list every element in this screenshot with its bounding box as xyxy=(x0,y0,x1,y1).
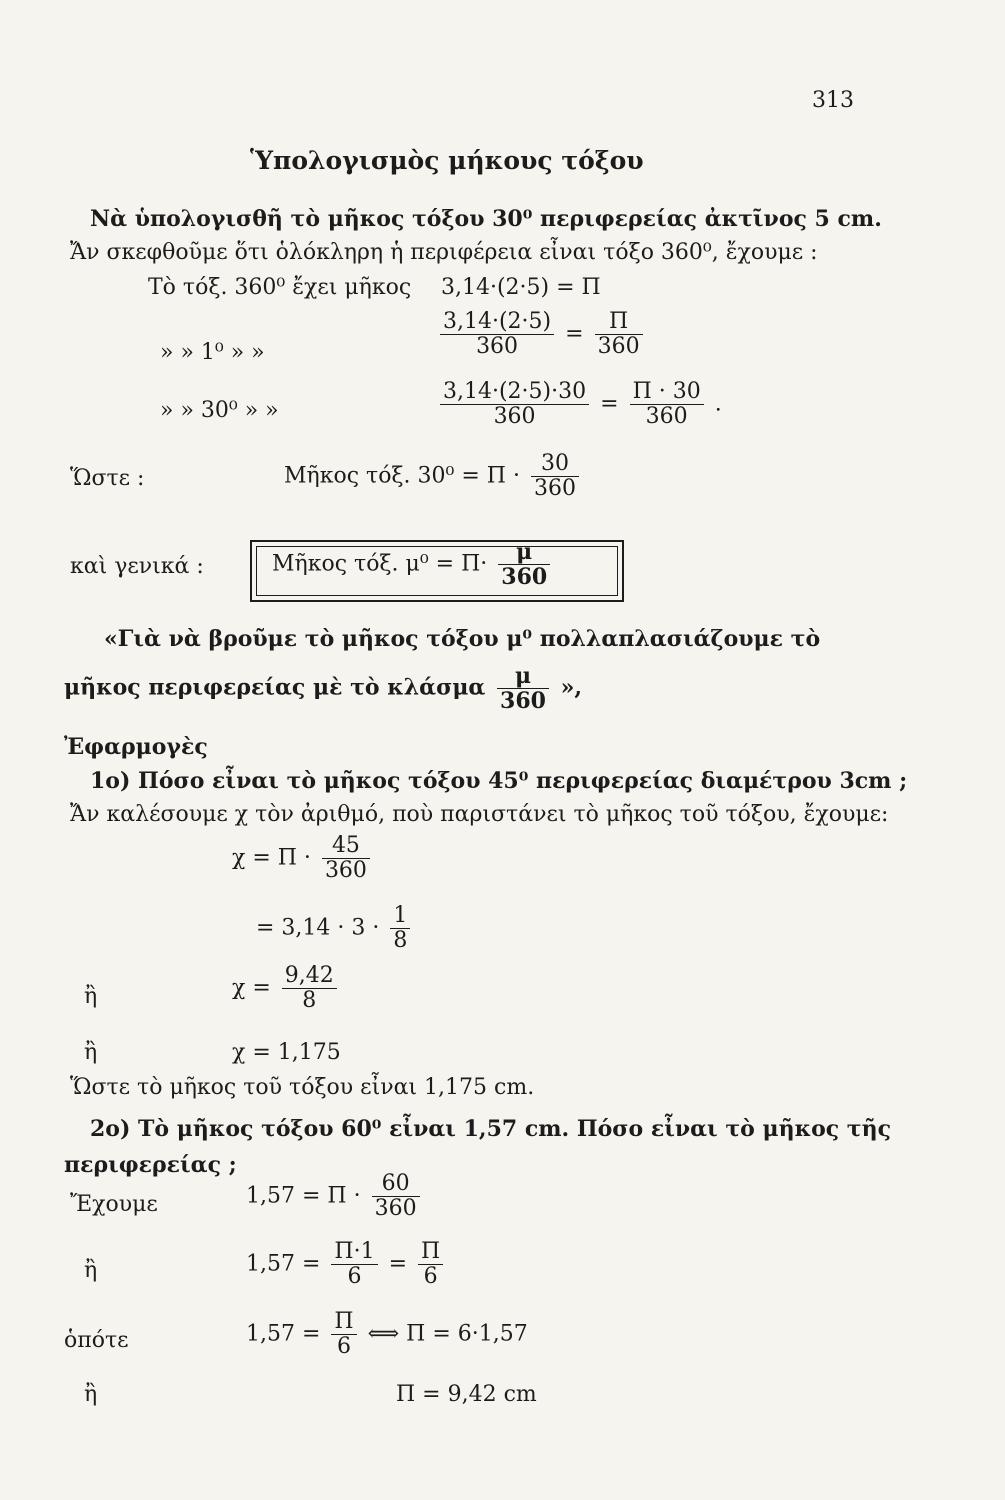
row3-denominator-2: 360 xyxy=(645,404,688,430)
rule-line-2 xyxy=(64,664,582,713)
example-2-step-1 xyxy=(246,1172,424,1221)
row3-numerator-2: Π · 30 xyxy=(630,380,704,405)
ex1-step2-numerator: 1 xyxy=(390,904,410,929)
derivation-row-1-expr: 3,14·(2·5) = Π xyxy=(441,275,601,300)
example-2-step-3 xyxy=(246,1310,528,1359)
row3-tail: . xyxy=(714,391,722,417)
ex2-step2-label: ἢ xyxy=(84,1258,98,1283)
example-1-conclusion: Ὥστε τὸ μῆκος τοῦ τόξου εἶναι 1,175 cm. xyxy=(70,1075,535,1100)
ex1-step3-expr: χ = xyxy=(232,975,271,1001)
ex1-step3-denominator: 8 xyxy=(302,988,317,1014)
rule-tail: », xyxy=(560,674,583,701)
page-number: 313 xyxy=(812,88,854,113)
ex2-step3-expr: 1,57 = xyxy=(246,1321,321,1347)
result-numerator: 30 xyxy=(531,452,579,477)
row3-denominator: 360 xyxy=(493,404,536,430)
derivation-row-2-formula xyxy=(436,310,647,359)
ex2-step1-expr: 1,57 = Π · xyxy=(246,1183,361,1209)
ex2-step1-label: Ἔχουμε xyxy=(70,1192,158,1217)
result-formula xyxy=(284,452,583,501)
ex1-step1-numerator: 45 xyxy=(322,834,370,859)
ex1-step4-label: ἢ xyxy=(84,1040,98,1065)
rule-denominator: 360 xyxy=(500,688,546,715)
ex2-step2-denominator-2: 6 xyxy=(423,1264,438,1290)
derivation-row-1-label: Τὸ τόξ. 360⁰ ἔχει μῆκος xyxy=(148,275,412,300)
derivation-row-3-label: » » 30⁰ » » xyxy=(160,398,279,423)
general-formula xyxy=(272,540,554,589)
example-2-question-line-1: 2ο) Τὸ μῆκος τόξου 60⁰ εἶναι 1,57 cm. Πόσο εἶναι τὸ μῆκος τῆς xyxy=(90,1116,892,1142)
ex2-step2-denominator-1: 6 xyxy=(347,1264,362,1290)
row2-denominator: 360 xyxy=(476,334,519,360)
ex2-step2-numerator-2: Π xyxy=(418,1240,443,1265)
ex2-step1-numerator: 60 xyxy=(372,1172,420,1197)
general-numerator: μ xyxy=(498,540,550,565)
example-1-step-2 xyxy=(256,904,414,953)
result-label: Ὥστε : xyxy=(70,466,145,491)
page-title: Ὑπολογισμὸς μήκους τόξου xyxy=(250,146,644,175)
rule-text: μῆκος περιφερείας μὲ τὸ κλάσμα xyxy=(64,674,486,701)
result-expr: Μῆκος τόξ. 30⁰ = Π · xyxy=(284,463,520,489)
example-1-statement: Ἄν καλέσουμε χ τὸν ἀριθμό, ποὺ παριστάνει τὸ μῆκος τοῦ τόξου, ἔχουμε: xyxy=(70,802,889,827)
example-2-step-2 xyxy=(246,1240,447,1289)
ex2-step1-denominator: 360 xyxy=(374,1196,417,1222)
ex1-step1-expr: χ = Π · xyxy=(232,845,311,871)
ex2-step2-equals: = xyxy=(388,1251,408,1277)
intro-statement: Ἄν σκεφθοῦμε ὅτι ὁλόκληρη ἡ περιφέρεια εἶναι τόξο 360⁰, ἔχουμε : xyxy=(70,240,818,265)
ex2-step4-expr: Π = 9,42 cm xyxy=(396,1382,537,1407)
row2-denominator-2: 360 xyxy=(597,334,640,360)
example-1-question: 1ο) Πόσο εἶναι τὸ μῆκος τόξου 45⁰ περιφερείας διαμέτρου 3cm ; xyxy=(90,768,908,794)
ex2-step3-label: ὁπότε xyxy=(64,1328,129,1353)
ex1-step3-label: ἢ xyxy=(84,984,98,1009)
example-1-step-3 xyxy=(232,964,341,1013)
row3-equals: = xyxy=(600,391,619,417)
applications-heading: Ἐφαρμογὲς xyxy=(64,734,208,760)
ex2-step2-expr: 1,57 = xyxy=(246,1251,321,1277)
example-2-question-line-2: περιφερείας ; xyxy=(64,1152,237,1178)
example-1-step-1 xyxy=(232,834,374,883)
rule-line-1: «Γιὰ νὰ βροῦμε τὸ μῆκος τόξου μ⁰ πολλαπλασιάζουμε τὸ xyxy=(104,626,821,652)
row2-numerator-2: Π xyxy=(595,310,643,335)
ex2-step4-label: ἢ xyxy=(84,1382,98,1407)
row2-equals: = xyxy=(565,321,584,347)
ex1-step3-numerator: 9,42 xyxy=(282,964,337,989)
ex2-step3-tail: ⟺ Π = 6·1,57 xyxy=(367,1321,528,1347)
rule-numerator: μ xyxy=(497,664,549,689)
general-denominator: 360 xyxy=(501,564,548,591)
ex1-step4-expr: χ = 1,175 xyxy=(232,1040,341,1065)
ex2-step2-numerator-1: Π·1 xyxy=(331,1240,377,1265)
general-expr: Μῆκος τόξ. μ⁰ = Π· xyxy=(272,551,488,577)
ex1-step2-expr: = 3,14 · 3 · xyxy=(256,915,380,941)
intro-problem: Νὰ ὑπολογισθῆ τὸ μῆκος τόξου 30⁰ περιφερείας ἀκτῖνος 5 cm. xyxy=(90,206,882,232)
row2-numerator: 3,14·(2·5) xyxy=(440,310,554,335)
general-label: καὶ γενικά : xyxy=(70,554,204,579)
derivation-row-2-label: » » 1⁰ » » xyxy=(160,340,265,365)
result-denominator: 360 xyxy=(533,476,576,502)
ex2-step3-denominator: 6 xyxy=(337,1334,352,1360)
ex1-step2-denominator: 8 xyxy=(393,928,408,954)
ex2-step3-numerator: Π xyxy=(331,1310,356,1335)
derivation-row-3-formula xyxy=(436,380,722,429)
ex1-step1-denominator: 360 xyxy=(324,858,367,884)
row3-numerator: 3,14·(2·5)·30 xyxy=(440,380,589,405)
